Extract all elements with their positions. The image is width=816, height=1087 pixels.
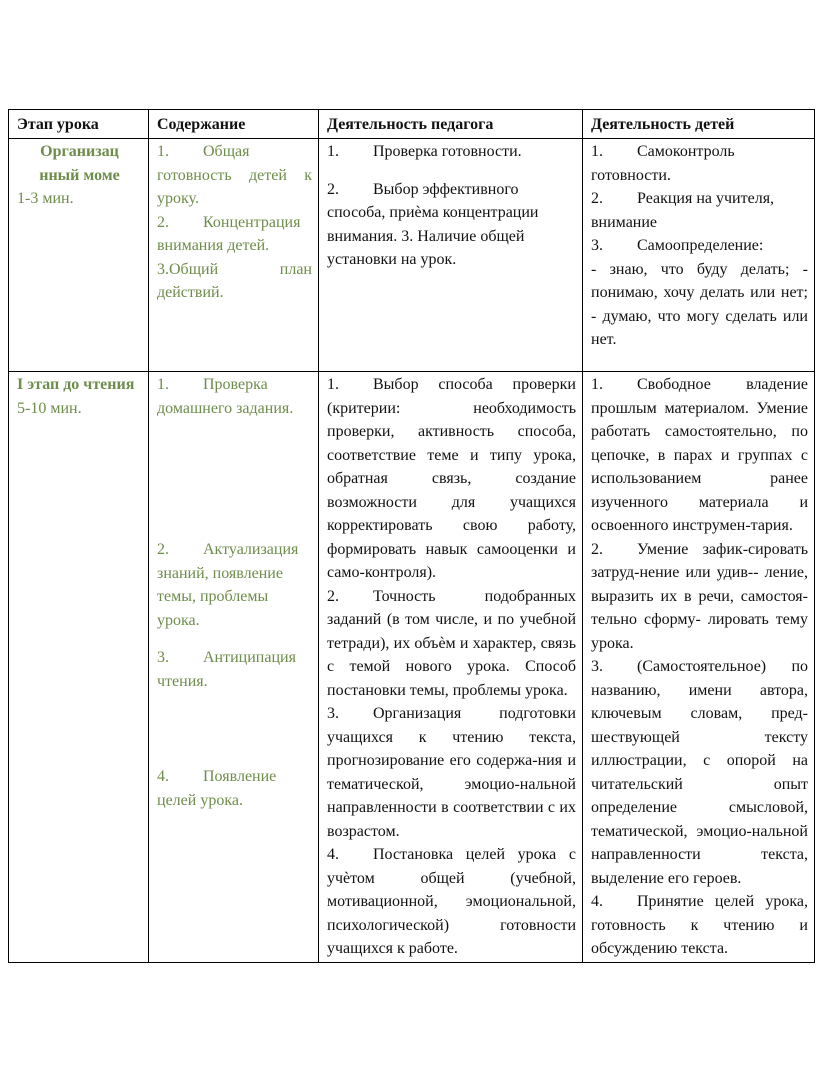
table-header-row: [9, 110, 815, 139]
list-item: 1. Свободное владение прошлым материалом. Умение работать самостоятельно, по цепочке, в парах и группах с использованием ранее изученного материала и освоенного инструмен-тария.: [591, 376, 808, 534]
list-item: 1. Проверка готовности.: [327, 143, 522, 160]
content-cell: [149, 372, 319, 963]
header-teacher-activity: Деятельность педагога: [319, 110, 583, 139]
lesson-plan-table: [8, 109, 815, 963]
list-item: 2. Выбор эффективного способа, приѐма концентрации внимания. 3. Наличие общей установки на урок.: [327, 180, 539, 268]
list-item: 2. Актуализация знаний, появление темы, проблемы урока.: [157, 541, 299, 629]
list-item: 2. Концентрация внимания детей.: [157, 213, 301, 254]
header-content: Содержание: [149, 110, 319, 139]
stage-title-cont: нный моме: [39, 166, 120, 184]
children-cell: [583, 139, 815, 372]
stage-title: I этап до чтения: [17, 376, 135, 393]
list-item: 3. Самоопределение:: [591, 237, 764, 254]
list-item: 4. Постановка целей урока с учѐтом общей (учебной, мотивационной, эмоциональной, психологической) готовности учащихся к работе.: [327, 846, 576, 957]
content-cell: [149, 139, 319, 372]
list-item: 3.Общий план действий.: [157, 260, 312, 301]
stage-time: 5-10 мин.: [17, 399, 82, 417]
header-children-activity: Деятельность детей: [583, 110, 815, 139]
list-item: 2. Реакция на учителя, внимание: [591, 190, 775, 231]
list-item: 2. Точность подобранных заданий (в том числе, и по учебной тетради), их объѐм и характер, связь с темой нового урока. Способ постановки темы, проблемы урока.: [327, 587, 576, 699]
stage-cell: [9, 372, 149, 963]
stage-title: Организац: [40, 143, 119, 160]
stage-time: 1-3 мин.: [17, 190, 74, 207]
list-item: 1. Самоконтроль готовности.: [591, 143, 735, 184]
children-cell: [583, 372, 815, 963]
list-item: 1. Проверка домашнего задания.: [157, 376, 294, 417]
header-stage: Этап урока: [9, 110, 149, 139]
teacher-cell: [319, 372, 583, 963]
list-item: 4. Принятие целей урока, готовность к чтению и обсуждению текста.: [591, 893, 808, 957]
table-row: [9, 139, 815, 372]
list-item: 4. Появление целей урока.: [157, 768, 277, 809]
list-item: 1. Выбор способа проверки (критерии: необходимость проверки, активность способа, соответствие теме и типу урока, обратная связь, создание возможности для учащихся корректировать свою работу, формировать навык самооценки и само-контроля).: [327, 376, 576, 581]
table-row: [9, 372, 815, 963]
stage-cell: [9, 139, 149, 372]
list-item: 1. Общая готовность детей к уроку.: [157, 143, 312, 207]
list-item: 3. (Самостоятельное) по названию, имени автора, ключевым словам, пред- шествующей тексту иллюстрации, с опорой на читательский опыт определение смысловой, тематической, эмоцио-нальной направленности текста, выделение его героев.: [591, 658, 808, 887]
list-item: 3. Организация подготовки учащихся к чтению текста, прогнозирование его содержа-ния и тематической, эмоцио-нальной направленности в соответствии с их возрастом.: [327, 705, 576, 840]
list-item: 3. Антиципация чтения.: [157, 649, 296, 690]
list-item: 2. Умение зафик-сировать затруд-нение или удив-- ление, выразить их в речи, самостоя-тельно сформу- лировать тему урока.: [591, 540, 808, 652]
list-item: - знаю, что буду делать; - понимаю, хочу делать или нет; - думаю, что могу сделать или нет.: [591, 260, 808, 348]
teacher-cell: [319, 139, 583, 372]
